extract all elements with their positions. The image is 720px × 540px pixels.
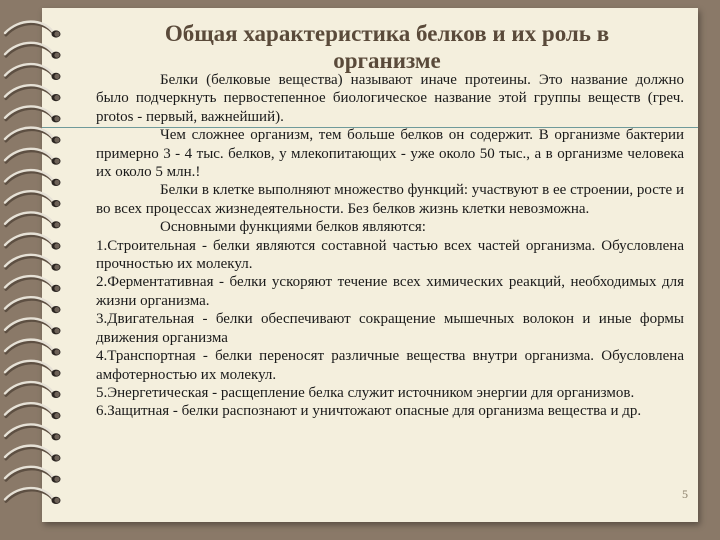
binder-ring (5, 234, 61, 250)
binder-ring (5, 403, 61, 419)
binder-ring (5, 22, 61, 38)
function-item-motor: 3.Двигательная - белки обеспечивают сокращение мышечных волокон и иные формы движения организма (96, 311, 684, 346)
slide-page (42, 8, 698, 522)
binder-ring (5, 488, 61, 504)
paragraph-definition: Белки (белковые вещества) называют иначе протеины. Это название должно было подчеркнуть первостепенное биологическое название этой группы веществ (греч. protos - первый, важнейший). (96, 72, 684, 125)
function-item-enzymatic: 2.Ферментативная - белки ускоряют течение всех химических реакций, необходимых для жизни организма. (96, 274, 684, 309)
binder-ring (5, 276, 61, 292)
binder-ring (5, 340, 61, 356)
spiral-binding (0, 0, 70, 540)
binder-ring (5, 170, 61, 186)
binder-ring (5, 128, 61, 144)
binder-ring (5, 255, 61, 271)
slide-body (96, 71, 684, 421)
function-item-energy: 5.Энергетическая - расщепление белка служит источником энергии для организмов. (96, 384, 635, 401)
binder-ring (5, 149, 61, 165)
page-number: 5 (682, 487, 688, 501)
binder-ring (5, 382, 61, 398)
slide-title: Общая характеристика белков и их роль в организме (164, 21, 610, 73)
function-item-structural: 1.Строительная - белки являются составной частью всех частей организма. Обусловлена прочностью их молекул. (96, 237, 684, 273)
binder-ring (5, 318, 61, 334)
binder-ring (5, 64, 61, 80)
paragraph-functions-intro: Основными функциями белков являются: (160, 219, 426, 236)
function-item-transport: 4.Транспортная - белки переносят различные вещества внутри организма. Обусловлена амфотерностью их молекул. (96, 348, 684, 383)
function-item-protective: 6.Защитная - белки распознают и уничтожают опасные для организма вещества и др. (96, 403, 642, 420)
binder-ring (5, 212, 61, 228)
binder-ring (5, 85, 61, 101)
binder-ring (5, 446, 61, 462)
binder-ring (5, 361, 61, 377)
binder-ring (5, 191, 61, 207)
binder-ring (5, 297, 61, 313)
binder-ring (5, 106, 61, 122)
binder-ring (5, 467, 61, 483)
paragraph-complexity: Чем сложнее организм, тем больше белков он содержит. В организме бактерии примерно 3 - 4 тыс. белков, у млекопитающих - уже около 50 тыс., а в организме человека их около 5 млн.! (96, 127, 684, 181)
binder-ring (5, 424, 61, 440)
binder-ring (5, 43, 61, 59)
paragraph-cell-functions: Белки в клетке выполняют множество функций: участвуют в ее строении, росте и во всех процессах жизнедеятельности. Без белков жизнь клетки невозможна. (96, 182, 684, 217)
